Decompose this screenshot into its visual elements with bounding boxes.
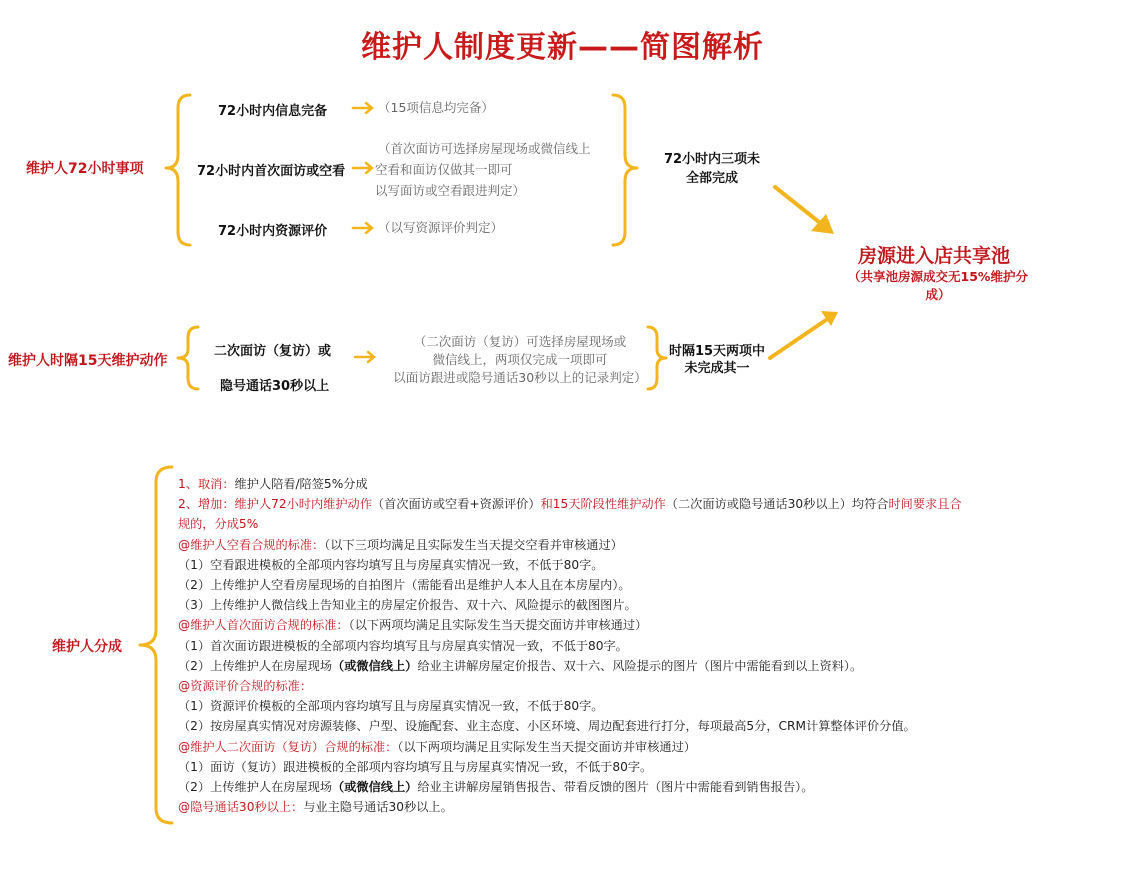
pool-title: 房源进入店共享池	[858, 245, 1011, 267]
section3-label: 维护人分成	[52, 639, 122, 655]
section2-label: 维护人时隔15天维护动作	[8, 353, 168, 369]
call-rule: @隐号通话30秒以上：与业主隐号通话30秒以上。	[178, 800, 453, 815]
big-arrow-1	[775, 187, 824, 226]
rules-list	[178, 474, 1078, 817]
note-resource-eval: （以写资源评价判定）	[378, 220, 504, 235]
kankan-rule-1: （1）空看跟进模板的全部项内容均填写且与房屋真实情况一致，不低于80字。	[178, 557, 604, 572]
arrow-2	[353, 163, 372, 173]
kankan-rule-2: （2）上传维护人空看房屋现场的自拍图片（需能看出是维护人本人且在本房屋内）。	[178, 578, 631, 593]
second-visit-rule-1: （1）面访（复访）跟进模板的全部项内容均填写且与房屋真实情况一致，不低于80字。	[178, 759, 653, 774]
item-info-complete: 72小时内信息完备	[218, 104, 328, 119]
first-visit-head: @维护人首次面访合规的标准：（以下两项均满足且实际发生当天提交面访并审核通过）	[178, 618, 648, 633]
section3-left-brace	[140, 467, 172, 823]
arrow-3	[353, 223, 372, 233]
arrow-1	[353, 103, 372, 113]
resource-head: @资源评价合规的标准：	[178, 679, 313, 694]
arrow-4	[355, 352, 374, 362]
section2-note: （二次面访（复访）可选择房屋现场或 微信线上，两项仅完成一项即可 以面访跟进或隐号通话30秒以上的记录判定）	[393, 334, 647, 385]
note-first-visit: （首次面访可选择房屋现场或微信线上 空看和面访仅做其一即可 以写面访或空看跟进判定）	[375, 141, 591, 198]
rule-cancel: 1、取消：维护人陪看/陪签5%分成	[178, 477, 368, 491]
rule-add: 2、增加：维护人72小时内维护动作（首次面访或空看+资源评价）和15天阶段性维护动作（二次面访或隐号通话30秒以上）均符合时间要求且合 规的，分成5%	[178, 497, 962, 532]
section1-left-brace	[166, 95, 190, 245]
item-resource-eval: 72小时内资源评价	[218, 224, 328, 239]
kankan-head: @维护人空看合规的标准：（以下三项均满足且实际发生当天提交空看并审核通过）	[178, 537, 623, 552]
second-visit-rule-2: （2）上传维护人在房屋现场（或微信线上）给业主讲解房屋销售报告、带看反馈的图片（图片中需能看到销售报告）。	[178, 780, 814, 795]
pool-subtitle: （共享池房源成交无15%维护分 成）	[848, 269, 1028, 302]
resource-rule-2: （2）按房屋真实情况对房源装修、户型、设施配套、业主态度、小区环境、周边配套进行打分，每项最高5分，CRM计算整体评价分值。	[178, 719, 916, 734]
first-visit-rule-1: （1）首次面访跟进模板的全部项内容均填写且与房屋真实情况一致，不低于80字。	[178, 638, 628, 653]
page-title: 维护人制度更新——简图解析	[361, 30, 764, 65]
section2-item: 二次面访（复访）或 隐号通话30秒以上	[214, 344, 332, 394]
section2-result: 时隔15天两项中 未完成其一	[668, 344, 766, 376]
resource-rule-1: （1）资源评价模板的全部项内容均填写且与房屋真实情况一致，不低于80字。	[178, 699, 604, 714]
big-arrow-2	[770, 320, 826, 358]
first-visit-rule-2: （2）上传维护人在房屋现场（或微信线上）给业主讲解房屋定价报告、双十六、风险提示的图片（图片中需能看到以上资料）。	[178, 658, 863, 673]
section1-label: 维护人72小时事项	[26, 161, 144, 177]
section1-right-bracket	[613, 95, 637, 245]
item-first-visit: 72小时内首次面访或空看	[197, 164, 346, 179]
second-visit-head: @维护人二次面访（复访）合规的标准：（以下两项均满足且实际发生当天提交面访并审核通过）	[178, 739, 696, 754]
kankan-rule-3: （3）上传维护人微信线上告知业主的房屋定价报告、双十六、风险提示的截图图片。	[178, 598, 637, 613]
section2-left-brace	[178, 327, 198, 389]
note-info-complete: （15项信息均完备）	[378, 100, 494, 115]
section1-result: 72小时内三项未 全部完成	[663, 152, 761, 186]
